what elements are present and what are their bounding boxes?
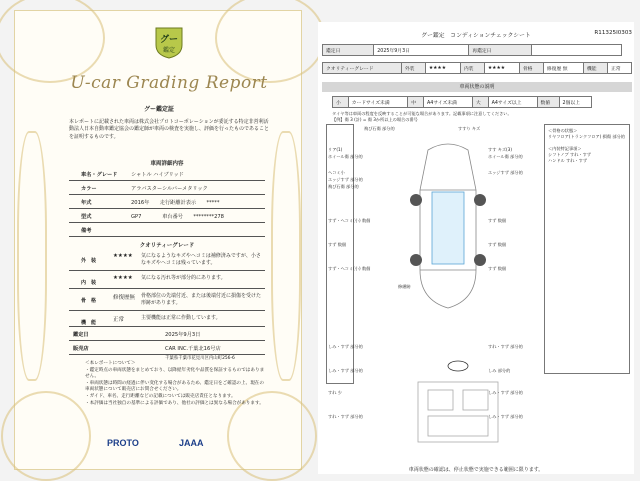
svg-text:グー: グー [159,35,179,45]
side-note: ＜内装特記事項＞ [548,146,582,151]
quality-section-title: クオリティーグレード [139,243,195,249]
note-1: タイヤ等は車両の程度を反映することが可能な場合があります。記載事項に注意してください。 [332,111,512,116]
row-type [69,209,265,223]
grade-key: 機 能 [81,320,97,326]
cell: カードサイズ未満 [348,97,408,108]
grade-stars: 修復歴無 [113,295,136,301]
row-key: 販売店 [73,346,89,352]
row-appraisal-date [69,327,265,341]
shop-address: 千葉県千葉市花見川区内山町256-6 [165,356,235,361]
note-line: ・本評価は当社独自の基準による評価であり、他社の評価とは異なる場合があります。 [85,400,264,406]
damage-label: しみ・すず 部分的 [488,390,523,395]
damage-label: すず 数個 [488,242,507,247]
cell: 内装 [460,63,484,74]
row-key: 鑑定日 [73,332,89,338]
side-note: リヤフロア(トランクフロア) 損傷 部分的 [548,134,625,139]
grade-desc: 気になるようなキズやヘコミは補修済みですが、小さなキズやヘコミは残っています。 [141,253,261,266]
cell: クオリティーグレード [323,63,402,74]
damage-label: ホイール傷 部分的 [328,154,363,159]
grade-exterior [69,249,265,271]
damage-label: ホイール傷 部分的 [488,154,523,159]
row-value: 2025年9月3日 [165,332,201,338]
cell: A4サイズ以上 [488,97,537,108]
header-table-dates [322,44,622,56]
proto-logo: PROTO [107,438,139,448]
side-note: シフトノブ すれ・すず [548,152,591,157]
note-line: ＜本レポートについて＞ [85,361,136,366]
cell: 数値 [537,97,559,108]
damage-label: エッジすず 部分的 [328,177,363,182]
cell: 再鑑定日 [469,45,532,56]
grade-desc: 骨格部位の先端付近、または後端付近に損傷を受けた形跡があります。 [141,293,262,306]
damage-label: すず 数個 [328,242,347,247]
cell: A4サイズ未満 [423,97,472,108]
note-2: 【例】傷 3 (計) = 傷 3か所以上の場合の番号 [332,117,418,122]
damage-label: 修繕跡 [398,284,411,289]
legend-table [332,96,592,108]
note-line: ・車両状態は時間の経過に伴い変化する場合があるため、鑑定日をご確認の上、現在の車両状態について販売店にお問合せください。 [85,380,264,393]
cell: 中 [408,97,424,108]
ornament [215,0,325,83]
note-line: ・ガイド、車名、走行距離などの記載については販売店責任となります。 [85,393,236,399]
damage-label: エッジすず 部分的 [488,170,523,175]
cell: 正常 [607,63,631,74]
car-top-diagram [358,130,538,330]
row-value: 2016年 走行距離計表示 ***** [131,200,220,206]
row-key: 車名・グレード [81,172,118,178]
section-title: 車両状態の説明 [322,82,632,92]
ornament [17,131,47,381]
grade-stars: ★★★★ [113,253,133,259]
row-value: CAR INC.千葉北16号店 [165,346,221,352]
damage-label: 飛び石傷 部分的 [328,184,359,189]
row-year [69,195,265,209]
cell: 2個以上 [559,97,591,108]
report-notes [85,361,265,407]
damage-label: すすり キズ [458,126,481,131]
row-key: 型式 [81,214,92,220]
side-note: ＜骨格の状態＞ [548,128,578,133]
grade-desc: 主要機能は正常に作動しています。 [141,315,221,321]
row-shop [69,341,265,355]
cell: 小 [333,97,349,108]
cell: 骨格 [519,63,543,74]
row-color [69,181,265,195]
grading-report-sheet [14,10,302,470]
damage-label: しみ・すず 部分的 [488,414,523,419]
cell: 機能 [583,63,607,74]
damage-label: すれ・すず 部分的 [328,414,363,419]
sheet-footer: 車両状態の確認は、停止状態で実施できる範囲に限ります。 [408,467,544,473]
grade-desc: 気になる汚れ等が部分的にあります。 [141,275,226,281]
row-key: カラー [81,186,97,192]
cell: 修復歴 無 [543,63,583,74]
condition-check-sheet [318,22,634,474]
row-value: GP7 車台番号 ********278 [131,214,224,220]
damage-label: すれ 少 [328,390,342,395]
damage-label: すず 数個 [488,266,507,271]
note-line: ・鑑定時点の車両状態をまとめており、以降経年劣化や品質を保証するものではありません。 [85,367,265,380]
cell: 外装 [401,63,425,74]
jaaa-logo: JAAA [179,438,204,448]
report-heading: U-car Grading Report [70,73,268,93]
grade-key: 外 装 [81,258,97,264]
damage-label: すず・ヘコミ(小) 数個 [328,218,371,223]
grade-function [69,311,265,327]
svg-text:鑑定: 鑑定 [162,47,176,54]
certificate-title: グー鑑定証 [143,106,174,113]
goo-kantei-logo [153,25,185,59]
damage-label: ヘコミ小 [328,170,345,175]
cell: 2025年9月3日 [374,45,469,56]
vehicle-section-title: 車両詳細内容 [150,161,184,167]
cell: ★★★★ [425,63,460,74]
row-key: 年式 [81,200,92,206]
damage-label: すす キズ(3) [488,147,512,152]
grade-key: 内 装 [81,280,97,286]
damage-label: しみ 部分的 [488,368,511,373]
grade-stars: ★★★★ [113,275,133,281]
damage-label: しみ・すず 部分的 [328,368,363,373]
car-interior-diagram [398,352,518,452]
cell: 大 [472,97,488,108]
row-value: シャトル ハイブリッド [131,172,184,178]
damage-label: すず 数個 [488,218,507,223]
cell: 鑑定日 [323,45,374,56]
grade-frame [69,289,265,311]
header-table-grades [322,62,632,74]
ornament [0,0,105,83]
row-remarks [69,223,265,237]
damage-label: リア(1) [328,147,343,152]
check-sheet-title: グー鑑定 コンディションチェックシート [421,33,531,39]
grade-stars: 正常 [113,317,125,323]
side-note: ハンドル すれ・すず [548,158,588,163]
row-model [69,167,265,181]
grade-interior [69,271,265,289]
sheet-code: R11325I0303 [594,30,632,36]
damage-label: 飛び石傷 部分的 [364,126,395,131]
cell [532,45,622,56]
grade-key: 骨 格 [81,298,97,304]
ornament [271,131,301,381]
damage-label: すれ・すず 部分的 [488,344,523,349]
damage-label: すず・ヘコミ(小) 数個 [328,266,371,271]
damage-label: しみ・すず 部分的 [328,344,363,349]
intro-text: 本レポートに記載された車両は株式会社プロトコーポレーションが委託する特定非営利活動法人日本自動車鑑定協会の鑑定師が車両の検査を実施し、評価を行ったものであることを証明するものです。 [69,119,270,140]
cell: ★★★★ [484,63,519,74]
row-value: アラバスターシルバーメタリック [131,186,208,192]
row-key: 備考 [81,228,92,234]
ornament [1,391,91,481]
